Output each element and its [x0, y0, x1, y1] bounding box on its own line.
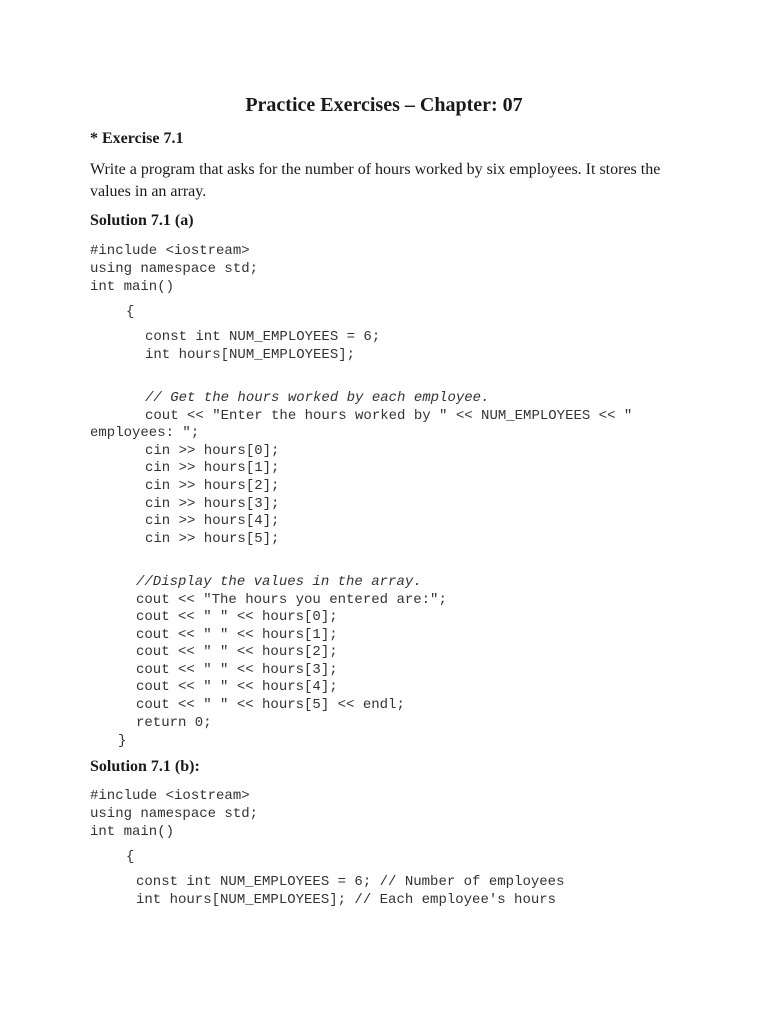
code-line: int main() [90, 279, 175, 295]
code-line: cout << " " << hours[5] << endl; [136, 697, 405, 713]
code-line: employees: "; [90, 425, 200, 441]
close-brace: } [118, 733, 127, 749]
code-line: #include <iostream> [90, 788, 250, 804]
code-line: cout << "The hours you entered are:"; [136, 592, 447, 608]
code-line: cin >> hours[5]; [145, 531, 280, 547]
code-line: int hours[NUM_EMPLOYEES]; [145, 347, 356, 363]
exercise-text: Write a program that asks for the number of hours worked by six employees. It stores the values in an array. [90, 161, 661, 200]
code-line: cin >> hours[1]; [145, 460, 280, 476]
code-comment: //Display the values in the array. [136, 574, 422, 590]
code-line: cout << " " << hours[3]; [136, 662, 338, 678]
solution-a-heading: Solution 7.1 (a) [90, 212, 194, 229]
code-line: cout << " " << hours[2]; [136, 644, 338, 660]
code-line: cin >> hours[4]; [145, 513, 280, 529]
code-line: cin >> hours[2]; [145, 478, 280, 494]
page-title: Practice Exercises – Chapter: 07 [245, 94, 523, 116]
code-line: const int NUM_EMPLOYEES = 6; // Number of employees [136, 874, 565, 890]
code-line: cout << " " << hours[1]; [136, 627, 338, 643]
code-line: using namespace std; [90, 806, 259, 822]
code-line: cout << "Enter the hours worked by " << NUM_EMPLOYEES << " [145, 408, 633, 424]
open-brace: { [126, 304, 135, 320]
code-line: const int NUM_EMPLOYEES = 6; [145, 329, 381, 345]
exercise-heading: * Exercise 7.1 [90, 130, 184, 147]
code-line: int hours[NUM_EMPLOYEES]; // Each employee's hours [136, 892, 557, 908]
code-comment: // Get the hours worked by each employee. [145, 390, 490, 406]
code-line: cin >> hours[3]; [145, 496, 280, 512]
code-line: int main() [90, 824, 175, 840]
code-line: return 0; [136, 715, 212, 731]
code-line: #include <iostream> [90, 243, 250, 259]
code-line: cout << " " << hours[0]; [136, 609, 338, 625]
solution-b-heading: Solution 7.1 (b): [90, 758, 200, 775]
code-line: cin >> hours[0]; [145, 443, 280, 459]
code-line: cout << " " << hours[4]; [136, 679, 338, 695]
open-brace: { [126, 849, 135, 865]
code-line: using namespace std; [90, 261, 259, 277]
